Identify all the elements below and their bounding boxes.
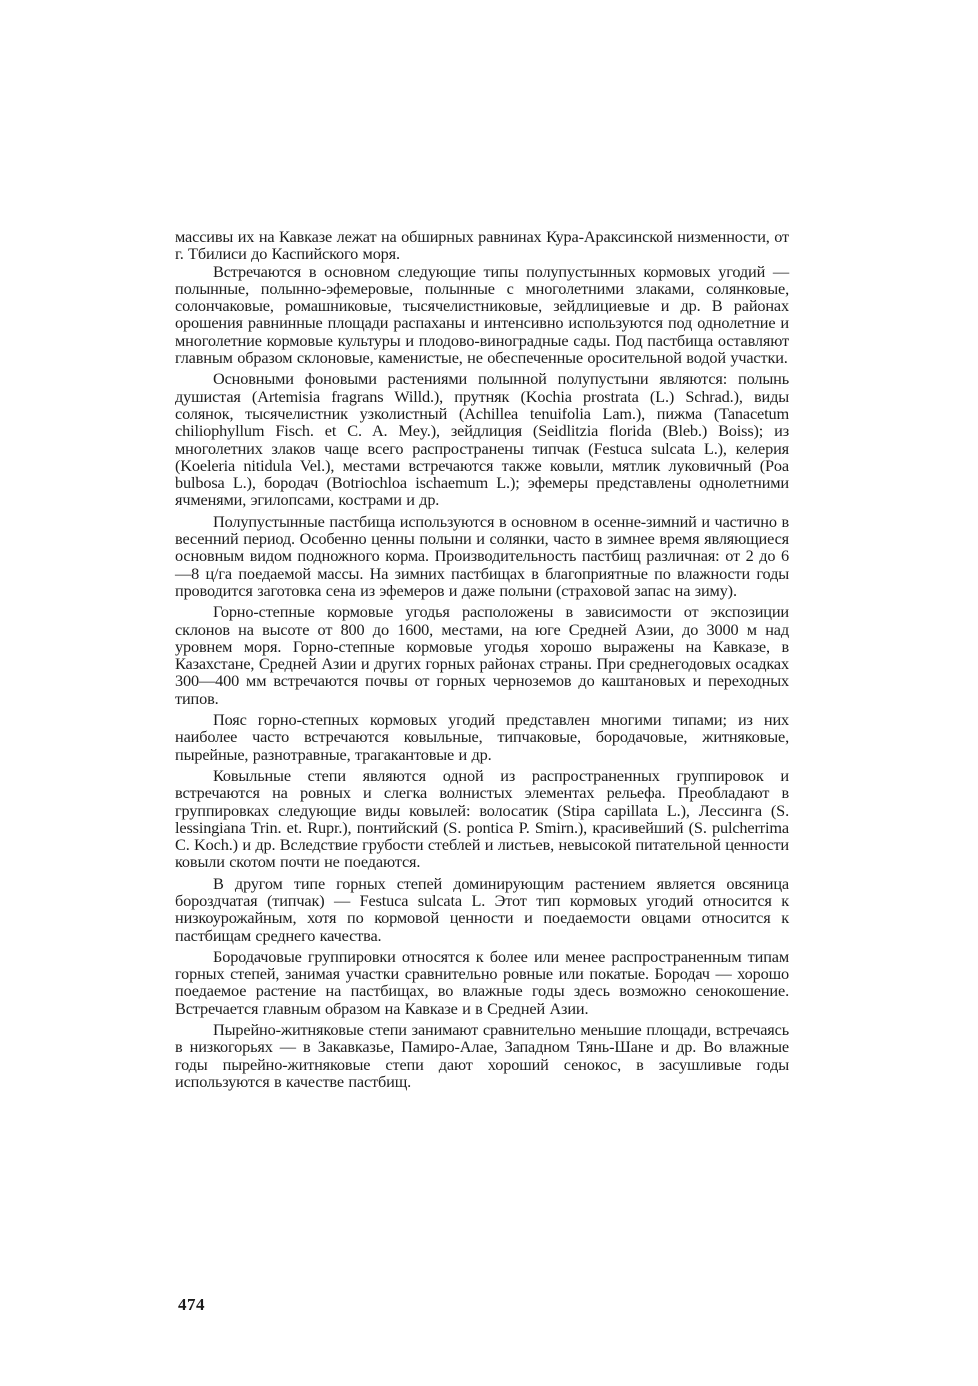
page-text-block <box>175 228 789 1090</box>
paragraph-10: Пырейно-житняковые степи занимают сравнительно меньшие площади, встречаясь в низкогорьях — в Закавказье, Памиро-Алае, Западном Тянь-Шане и др. Во влажные годы пырейно-житняковые степи дают хороший сенокос, в засушливые годы используются в качестве пастбищ. <box>175 1020 789 1091</box>
page-number: 474 <box>178 1295 205 1314</box>
paragraph-6: Пояс горно-степных кормовых угодий представлен многими типами; из них наиболее часто встречаются ковыльные, типчаковые, бородачовые, житняковые, пырейные, разнотравные, трагакантовые и др. <box>175 710 789 764</box>
paragraph-3: Основными фоновыми растениями полынной полупустыни являются: полынь душистая (Artemisia fragrans Willd.), прутняк (Kochia prostrata (L.) Schrad.), виды солянок, тысячелистник узколистный (Achillea tenuifolia Lam.), пижма (Tanacetum chiliophyllum Fisch. et C. A. Mey.), зейдлиция (Seidlitzia florida (Bleb.) Boiss); из многолетних злаков чаще всего распространены типчак (Festuca sulcata L.), келерия (Koeleria nitidula Vel.), местами встречаются также ковыли, мятлик луковичный (Poa bulbosa L.), бородач (Botriochloa ischaemum L.); эфемеры представлены однолетними ячменями, эгилопсами, кострами и др. <box>175 369 789 510</box>
paragraph-5: Горно-степные кормовые угодья расположены в зависимости от экспозиции склонов на высоте от 800 до 1600, местами, на юге Средней Азии, до 3000 м над уровнем моря. Горно-степные кормовые угодья хорошо выражены на Кавказе, в Казахстане, Средней Азии и других горных районах страны. При среднегодовых осадках 300—400 мм встречаются почвы от горных черноземов до каштановых и переходных типов. <box>175 602 789 708</box>
paragraph-4: Полупустынные пастбища используются в основном в осенне-зимний и частично в весенний период. Особенно ценны полыни и солянки, часто в зимнее время являющиеся основным видом подножного корма. Производительность пастбищ различная: от 2 до 6—8 ц/га поедаемой массы. На зимних пастбищах в благоприятные по влажности годы проводится заготовка сена из эфемеров и даже полыни (страховой запас на зиму). <box>175 511 789 600</box>
paragraph-9: Бородачовые группировки относятся к более или менее распространенным типам горных степей, занимая участки сравнительно ровные или покатые. Бородач — хорошо поедаемое растение на пастбищах, во влажные годы здесь возможно сенокошение. Встречается главным образом на Кавказе и в Средней Азии. <box>175 946 789 1018</box>
paragraph-1: массивы их на Кавказе лежат на обширных равнинах Кура-Араксинской низменности, от г. Тбилиси до Каспийского моря. <box>175 227 789 264</box>
paragraph-7: Ковыльные степи являются одной из распространенных группировок и встречаются на ровных и слегка волнистых элементах рельефа. Преобладают в группировках следующие виды ковылей: волосатик (Stipa capillata L.), Лессинга (S. lessingiana Trin. et. Rupr.), понтийский (S. pontica P. Smirn.), красивейший (S. pulcherrima C. Koch.) и др. Вследствие грубости стеблей и листьев, невысокой питательной ценности ковыли скотом почти не поедаются. <box>175 765 789 872</box>
paragraph-8: В другом типе горных степей доминирующим растением является овсяница бороздчатая (типчак) — Festuca sulcata L. Этот тип кормовых угодий относится к низкоурожайным, хотя по кормовой ценности и поедаемости овцами относится к пастбищам среднего качества. <box>175 873 789 945</box>
paragraph-2: Встречаются в основном следующие типы полупустынных кормовых угодий — полынные, полынно-эфемеровые, полынные с многолетними злаками, солянковые, солончаковые, ромашниковые, тысячелистниковые, зейдлициевые и др. В районах орошения равнинные площади распаханы и интенсивно используются под однолетние и многолетние кормовые культуры и плодово-виноградные сады. Под пастбища оставляют главным образом склоновые, каменистые, не обеспеченные оросительной водой участки. <box>175 261 789 368</box>
